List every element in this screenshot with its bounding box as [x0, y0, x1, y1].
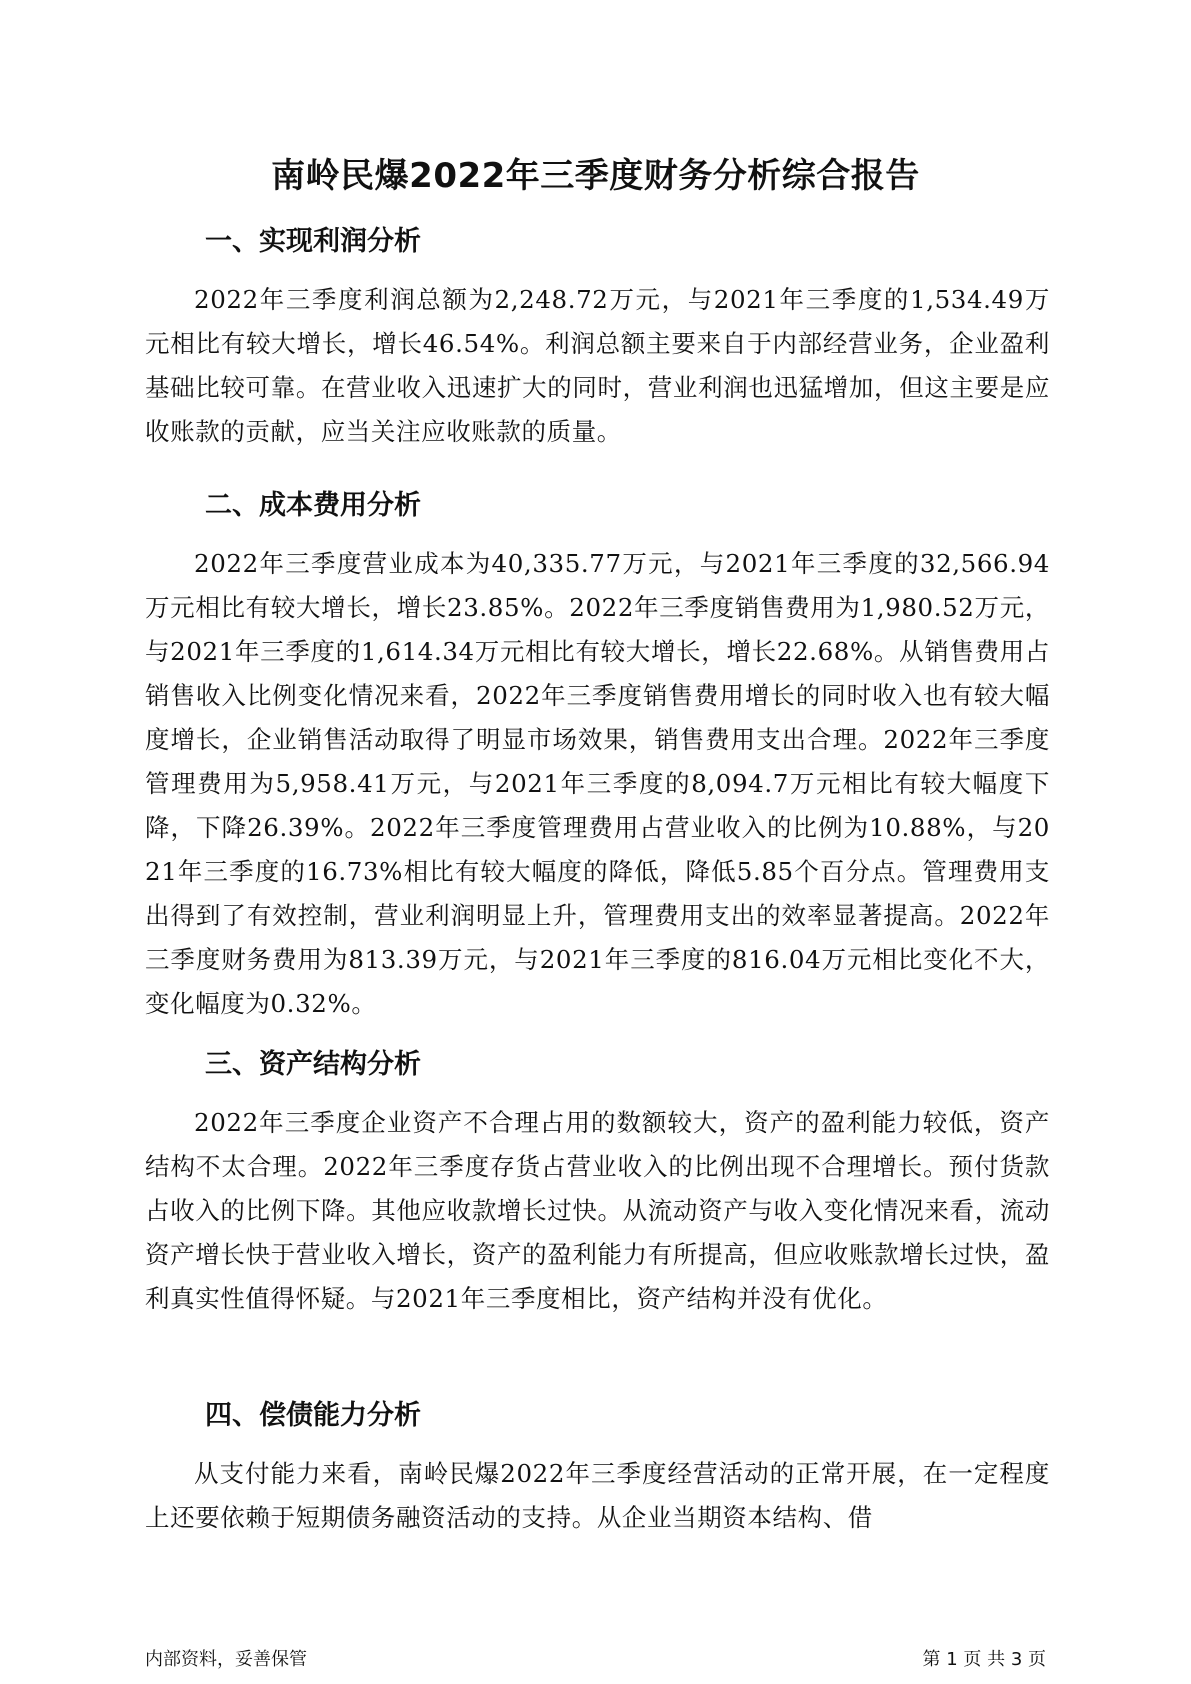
- section-paragraph: 2022年三季度利润总额为2,248.72万元，与2021年三季度的1,534.49万元相比有较大增长，增长46.54%。利润总额主要来自于内部经营业务，企业盈利基础比较可靠。在营业收入迅速扩大的同时，营业利润也迅猛增加，但这主要是应收账款的贡献，应当关注应收账款的质量。: [145, 285, 1050, 446]
- section-heading: 四、偿债能力分析: [205, 1400, 421, 1431]
- section-paragraph: 2022年三季度企业资产不合理占用的数额较大，资产的盈利能力较低，资产结构不太合理。2022年三季度存货占营业收入的比例出现不合理增长。预付货款占收入的比例下降。其他应收款增长过快。从流动资产与收入变化情况来看，流动资产增长快于营业收入增长，资产的盈利能力有所提高，但应收账款增长过快，盈利真实性值得怀疑。与2021年三季度相比，资产结构并没有优化。: [145, 1108, 1050, 1313]
- section-profit-analysis: [145, 222, 1050, 454]
- section-paragraph: 2022年三季度营业成本为40,335.77万元，与2021年三季度的32,566.94万元相比有较大增长，增长23.85%。2022年三季度销售费用为1,980.52万元，与2021年三季度的1,614.34万元相比有较大增长，增长22.68%。从销售费用占销售收入比例变化情况来看，2022年三季度销售费用增长的同时收入也有较大幅度增长，企业销售活动取得了明显市场效果，销售费用支出合理。2022年三季度管理费用为5,958.41万元，与2021年三季度的8,094.7万元相比有较大幅度下降，下降26.39%。2022年三季度管理费用占营业收入的比例为10.88%，与2021年三季度的16.73%相比有较大幅度的降低，降低5.85个百分点。管理费用支出得到了有效控制，营业利润明显上升，管理费用支出的效率显著提高。2022年三季度财务费用为813.39万元，与2021年三季度的816.04万元相比变化不大，变化幅度为0.32%。: [145, 549, 1050, 1018]
- section-heading: 三、资产结构分析: [205, 1049, 421, 1080]
- footer-confidential-note: 内部资料，妥善保管: [145, 1649, 307, 1670]
- section-paragraph: 从支付能力来看，南岭民爆2022年三季度经营活动的正常开展，在一定程度上还要依赖于短期债务融资活动的支持。从企业当期资本结构、借: [145, 1459, 1050, 1532]
- footer-page-number: 第 1 页 共 3 页: [922, 1649, 1046, 1670]
- section-heading: 二、成本费用分析: [205, 490, 421, 521]
- section-asset-structure-analysis: [145, 1045, 1050, 1321]
- page-title: 南岭民爆2022年三季度财务分析综合报告: [271, 156, 920, 196]
- section-solvency-analysis: [145, 1396, 1050, 1540]
- section-heading: 一、实现利润分析: [205, 226, 421, 257]
- section-cost-analysis: [145, 486, 1050, 1026]
